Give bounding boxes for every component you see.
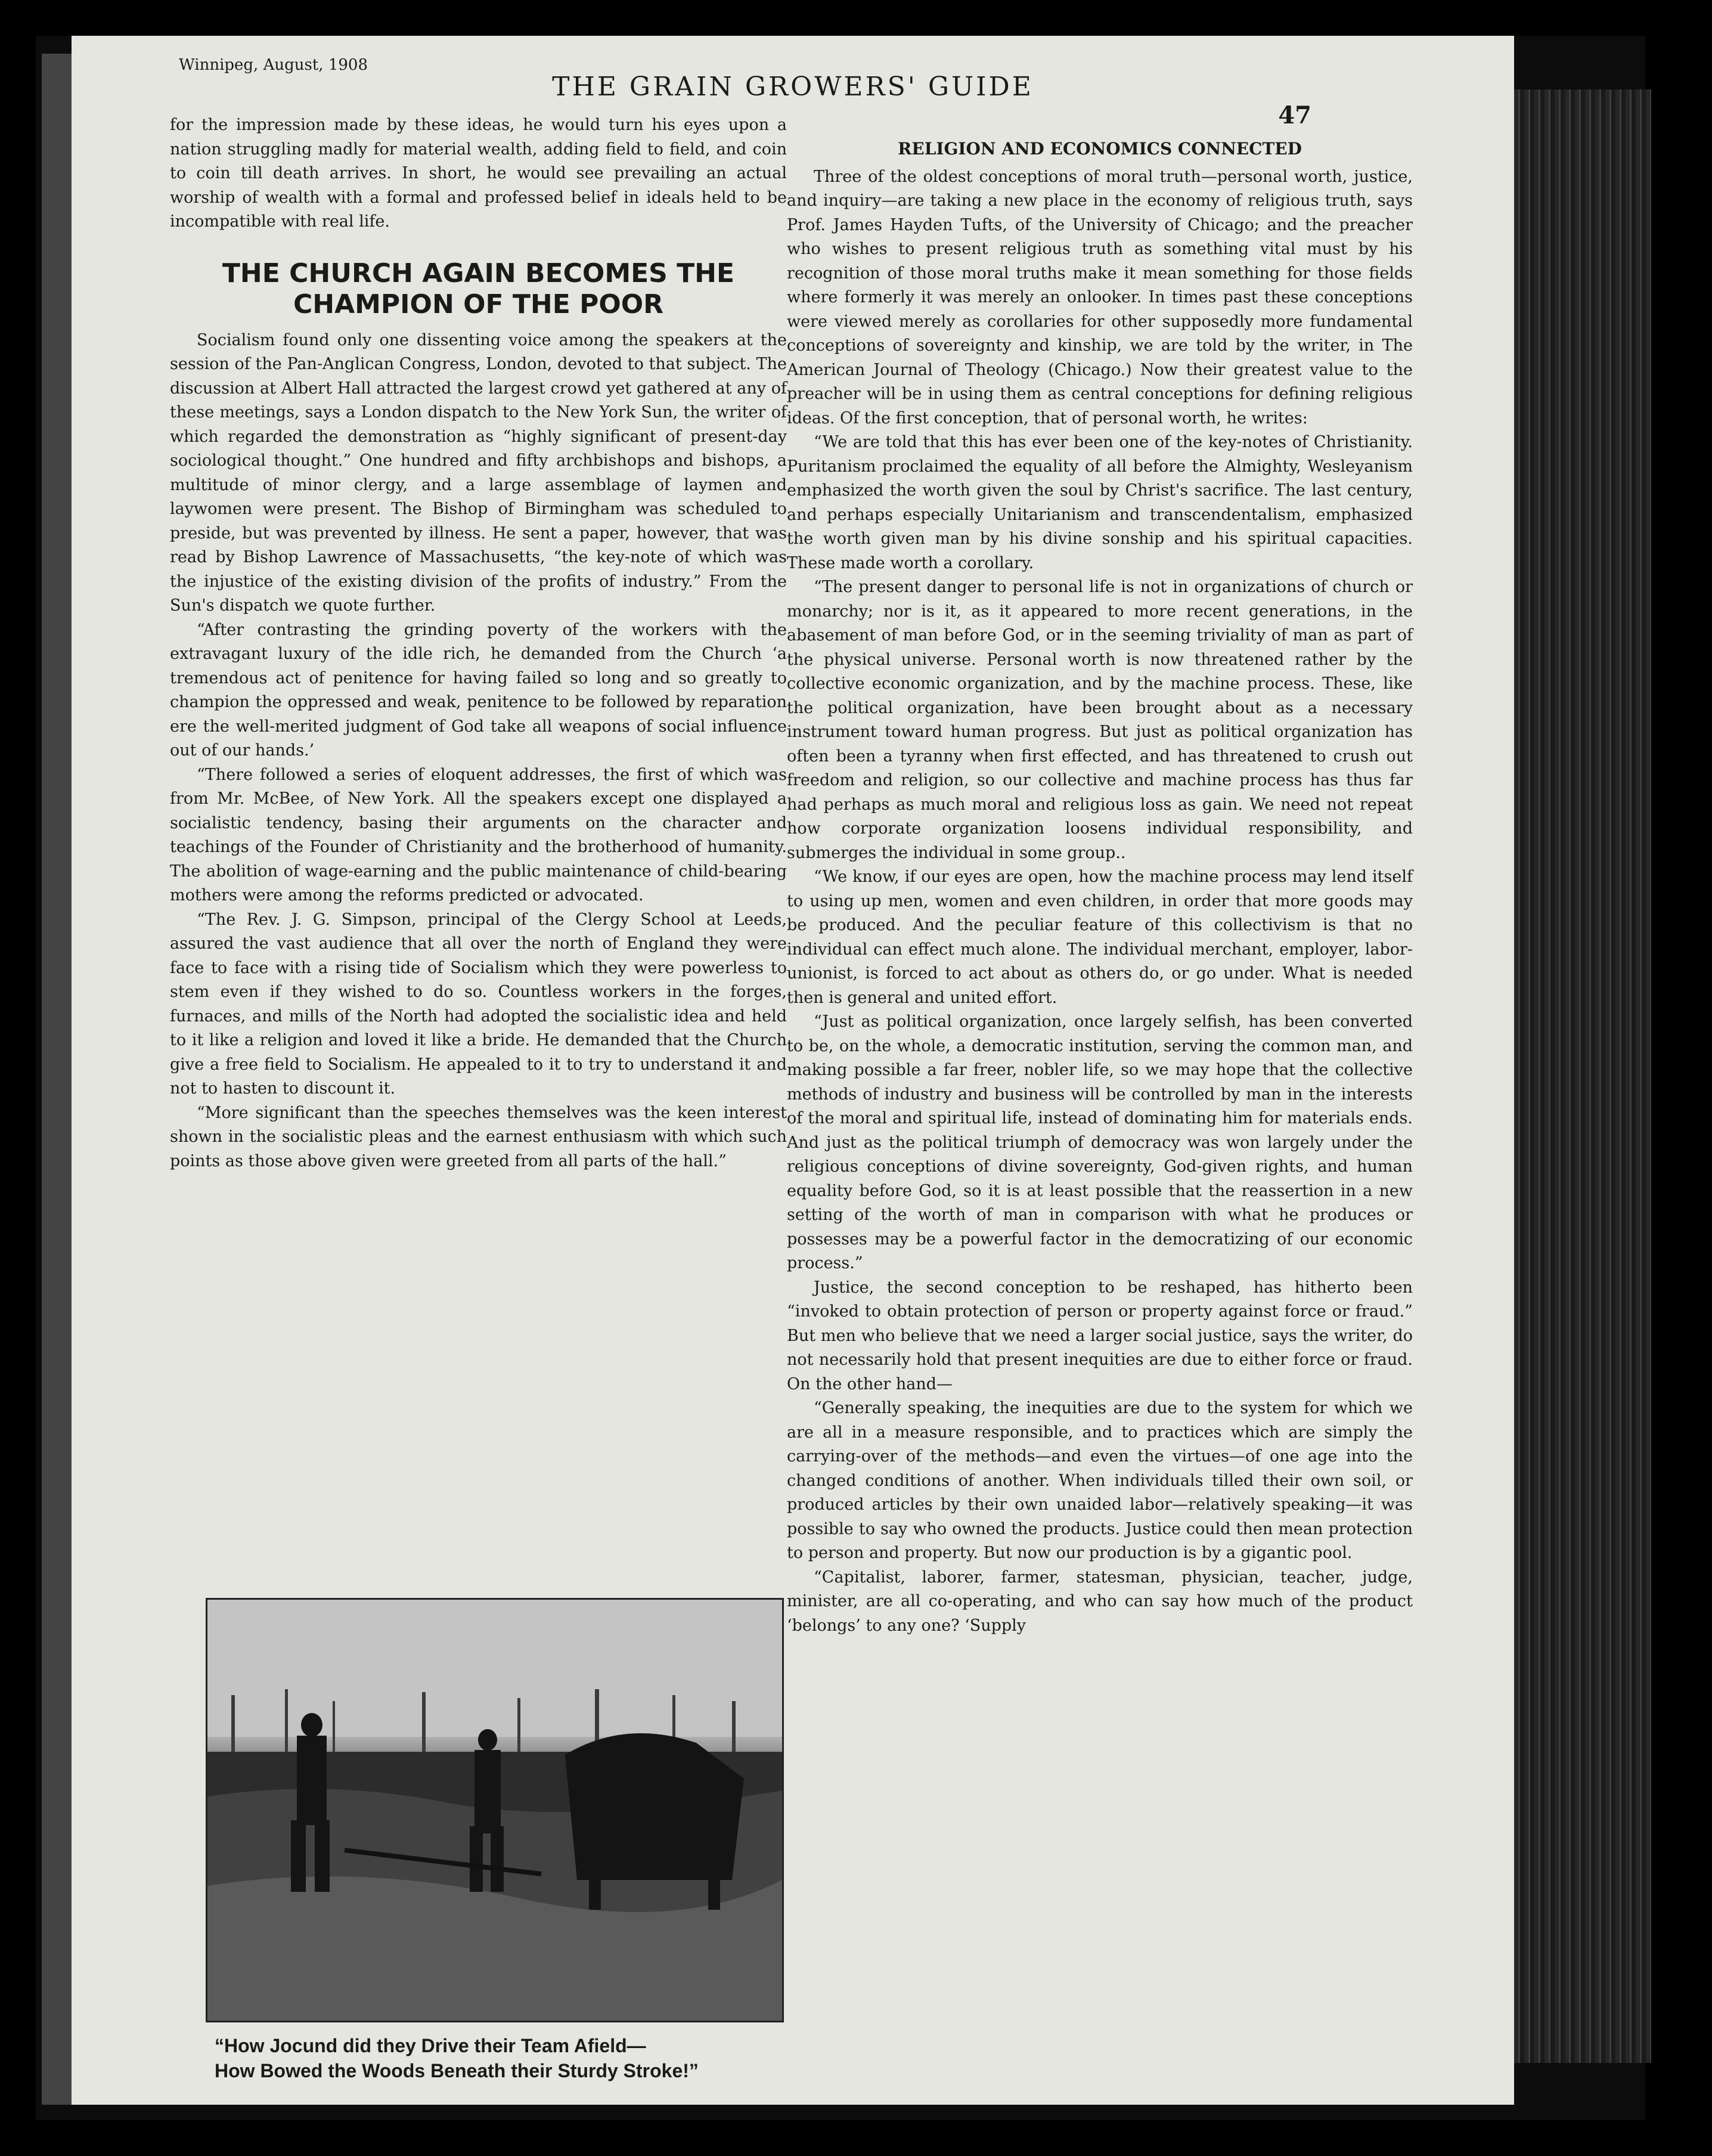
paragraph: “After contrasting the grinding poverty of the workers with the extravagant luxury of the idle rich, he demanded from the Church ‘a tremendous act of penitence for having failed so long and so greatly to champion the oppressed and weak, penitence to be followed by reparation ere the well-merited judgment of God take all weapons of social influence out of our hands.’	[170, 620, 787, 760]
paragraph: “We know, if our eyes are open, how the machine process may lend itself to using up men, women and even children, in order that more goods may be produced. And the peculiar feature of this collectivism is that no individual can effect much alone. The individual merchant, employer, labor-unionist, is forced to act about as others do, or go under. What is needed then is general and united effort.	[787, 868, 1413, 1007]
article-heading: THE CHURCH AGAIN BECOMES THE CHAMPION OF THE POOR	[222, 258, 735, 320]
photo-scene	[207, 1600, 782, 2021]
paragraph: “Just as political organization, once largely selfish, has been converted to be, on the whole, a democratic institution, serving the common man, and making possible a far freer, nobler life, so we may hope that the collective methods of industry and business will be controlled by man in the interests of the moral and spiritual life, instead of dominating him for materials ends. And just as the political triumph of democracy was won largely under the religious conceptions of divine sovereignty, God-given rights, and human equality before God, so it is at least possible that the reassertion in a new setting of the worth of man in comparison with what he produces or possesses may be a powerful factor in the democratizing of our economic process.”	[787, 1012, 1413, 1272]
field-work-photo	[206, 1598, 784, 2022]
right-column	[787, 137, 1413, 1638]
caption-line: How Bowed the Woods Beneath their Sturdy Stroke!”	[215, 2060, 699, 2081]
left-column	[170, 113, 787, 1173]
paragraph: “Capitalist, laborer, farmer, statesman, physician, teacher, judge, minister, are all co-operating, and who can say how much of the product ‘belongs’ to any one? ‘Supply	[787, 1568, 1413, 1635]
caption-line: “How Jocund did they Drive their Team Afield—	[215, 2035, 646, 2056]
paragraph: “The Rev. J. G. Simpson, principal of the Clergy School at Leeds, assured the vast audience that all over the north of England they were face to face with a rising tide of Socialism which they were powerless to stem even if they wished to do so. Countless workers in the forges, furnaces, and mills of the North had adopted the socialistic idea and held to it like a religion and loved it like a bride. He demanded that the Church give a free field to Socialism. He appealed to it to try to understand it and not to hasten to discount it.	[170, 910, 787, 1098]
continued-paragraph: for the impression made by these ideas, he would turn his eyes upon a nation struggling madly for material wealth, adding field to field, and coin to coin till death arrives. In short, he would see prevailing an actual worship of wealth with a formal and professed belief in ideals held to be incompatible with real life.	[170, 116, 787, 231]
issue-date: Winnipeg, August, 1908	[179, 56, 368, 74]
newspaper-page	[72, 36, 1514, 2105]
paragraph: “We are told that this has ever been one of the key-notes of Christianity. Puritanism proclaimed the equality of all before the Almighty, Wesleyanism emphasized the worth given the soul by Christ's sacrifice. The last century, and perhaps especially Unitarianism and transcendentalism, emphasized the worth given man by his divine sonship and his spiritual capacities. These made worth a corollary.	[787, 433, 1413, 572]
masthead-title: THE GRAIN GROWERS' GUIDE	[552, 72, 1034, 102]
photo-caption	[215, 2033, 811, 2083]
paragraph: “There followed a series of eloquent addresses, the first of which was from Mr. McBee, of New York. All the speakers except one displayed a socialistic tendency, basing their arguments on the character and teachings of the Founder of Christianity and the brotherhood of humanity. The abolition of wage-earning and the public maintenance of child-bearing mothers were among the reforms predicted or advocated.	[170, 765, 787, 904]
paragraph: “Generally speaking, the inequities are due to the system for which we are all in a measure responsible, and to practices which are simply the carrying-over of the methods—and even the virtues—of one age into the changed conditions of another. When individuals tilled their own soil, or produced articles by their own unaided labor—relatively speaking—it was possible to say who owned the products. Justice could then mean protection to person and property. But now our production is by a gigantic pool.	[787, 1399, 1413, 1562]
section-heading: RELIGION AND ECONOMICS CONNECTED	[898, 139, 1302, 159]
paragraph: Three of the oldest conceptions of moral truth—personal worth, justice, and inquiry—are taking a new place in the economy of religious truth, says Prof. James Hayden Tufts, of the University of Chicago; and the preacher who wishes to present religious truth as something vital must by his recognition of those moral truths make it mean something for those fields where formerly it was merely an onlooker. In times past these conceptions were viewed merely as corollaries for other supposedly more fundamental conceptions of sovereignty and kinship, we are told by the writer, in The American Journal of Theology (Chicago.) Now their greatest value to the preacher will be in using them as central conceptions for defining religious ideas. Of the first conception, that of personal worth, he writes:	[787, 167, 1413, 428]
book-page-edges	[1514, 89, 1651, 2063]
page-number: 47	[1278, 101, 1311, 129]
paragraph: “More significant than the speeches themselves was the keen interest shown in the socialistic pleas and the earnest enthusiasm with which such points as those above given were greeted from all parts of the hall.”	[170, 1103, 787, 1170]
page-header	[72, 36, 1514, 129]
paragraph: Justice, the second conception to be reshaped, has hitherto been “invoked to obtain protection of person or property against force or fraud.” But men who believe that we need a larger social justice, says the writer, do not necessarily hold that present inequities are due to either force or fraud. On the other hand—	[787, 1278, 1413, 1393]
paragraph: “The present danger to personal life is not in organizations of church or monarchy; nor is it, as it appeared to more recent generations, in the abasement of man before God, or in the seeming triviality of man as part of the physical universe. Personal worth is now threatened rather by the collective economic organization, and by the machine process. These, like the political organization, have been brought about as a necessary instrument toward human progress. But just as political organization has often been a tyranny when first effected, and has threatened to crush out freedom and religion, so our collective and machine process has thus far had perhaps as much moral and religious loss as gain. We need not repeat how corporate organization loosens individual responsibility, and submerges the individual in some group..	[787, 578, 1413, 862]
binding-edge	[42, 54, 75, 2105]
paragraph: Socialism found only one dissenting voice among the speakers at the session of the Pan-Anglican Congress, London, devoted to that subject. The discussion at Albert Hall attracted the largest crowd yet gathered at any of these meetings, says a London dispatch to the New York Sun, the writer of which regarded the demonstration as “highly significant of present-day sociological thought.” One hundred and fifty archbishops and bishops, a multitude of minor clergy, and a large assemblage of laymen and laywomen were present. The Bishop of Birmingham was scheduled to preside, but was prevented by illness. He sent a paper, however, that was read by Bishop Lawrence of Massachusetts, “the key-note of which was the injustice of the existing division of the profits of industry.” From the Sun's dispatch we quote further.	[170, 330, 787, 615]
